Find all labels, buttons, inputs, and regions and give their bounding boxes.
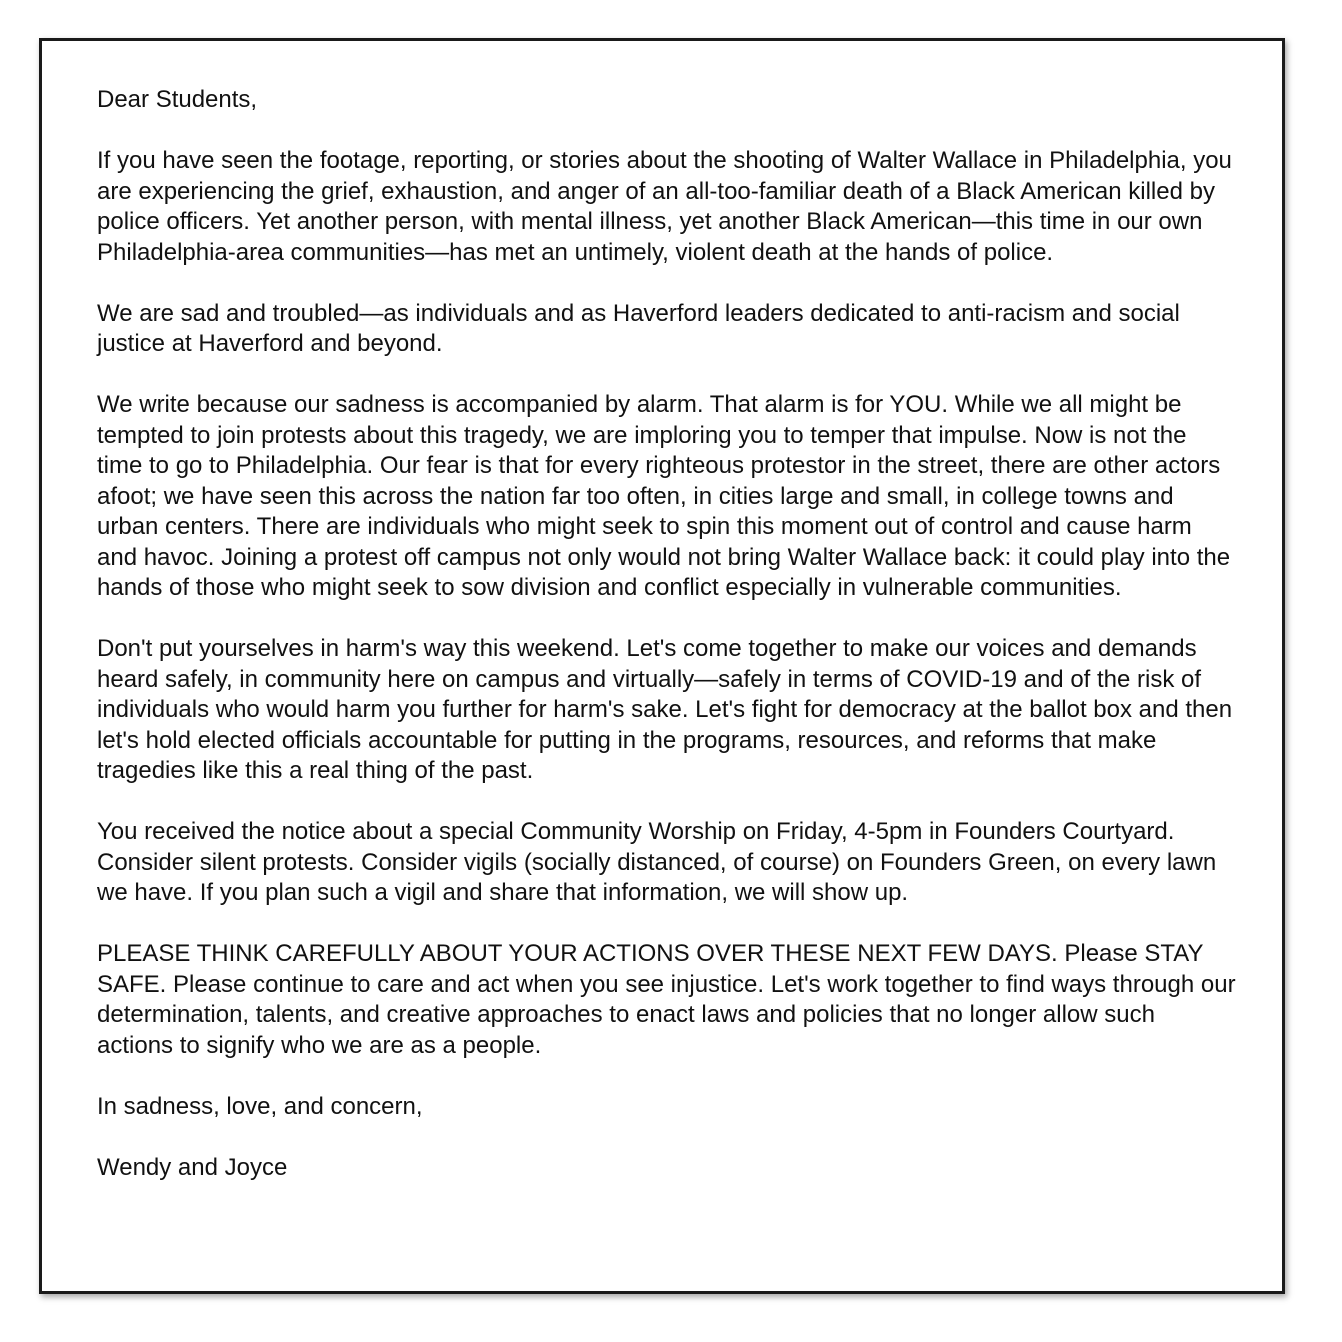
paragraph-alarm: We write because our sadness is accompanied by alarm. That alarm is for YOU. While we all might be tempted to join protests about this tragedy, we are imploring you to temper that impulse. Now is not the time to go to Philadelphia. Our fear is that for every righteous protestor in the street, there are other actors afoot; we have seen this across the nation far too often, in cities large and small, in college towns and urban centers. There are individuals who might seek to spin this moment out of control and cause harm and havoc. Joining a protest off campus not only would not bring Walter Wallace back: it could play into the hands of those who might seek to sow division and conflict especially in vulnerable communities. (97, 391, 1231, 601)
paragraph-community-worship: You received the notice about a special Community Worship on Friday, 4-5pm in Founders Courtyard. Consider silent protests. Consider vigils (socially distanced, of course) on Founders Green, on every lawn we have. If you plan such a vigil and share that information, we will show up. (97, 818, 1217, 906)
closing: In sadness, love, and concern, (97, 1092, 423, 1120)
salutation: Dear Students, (97, 86, 258, 113)
signature: Wendy and Joyce (97, 1153, 288, 1181)
paragraph-shooting-report: If you have seen the footage, reporting, or stories about the shooting of Walter Wallace in Philadelphia, you are experiencing the grief, exhaustion, and anger of an all-too-familiar death of a Black American killed by police officers. Yet another person, with mental illness, yet another Black American—this time in our own Philadelphia-area communities—has met an untimely, violent death at the hands of police. (97, 147, 1232, 266)
letter-frame (39, 38, 1285, 1294)
letter-body (97, 85, 1237, 1183)
paragraph-sad-and-troubled: We are sad and troubled—as individuals and as Haverford leaders dedicated to anti-racism and social justice at Haverford and beyond. (97, 299, 1180, 357)
paragraph-stay-safe-campus: Don't put yourselves in harm's way this weekend. Let's come together to make our voices and demands heard safely, in community here on campus and virtually—safely in terms of COVID-19 and of the risk of individuals who would harm you further for harm's sake. Let's fight for democracy at the ballot box and then let's hold elected officials accountable for putting in the programs, resources, and reforms that make tragedies like this a real thing of the past. (97, 635, 1233, 784)
paragraph-think-carefully: PLEASE THINK CAREFULLY ABOUT YOUR ACTIONS OVER THESE NEXT FEW DAYS. Please STAY SAFE. Please continue to care and act when you see injustice. Let's work together to find ways through our determination, talents, and creative approaches to enact laws and policies that no longer allow such actions to signify who we are as a people. (97, 940, 1236, 1059)
